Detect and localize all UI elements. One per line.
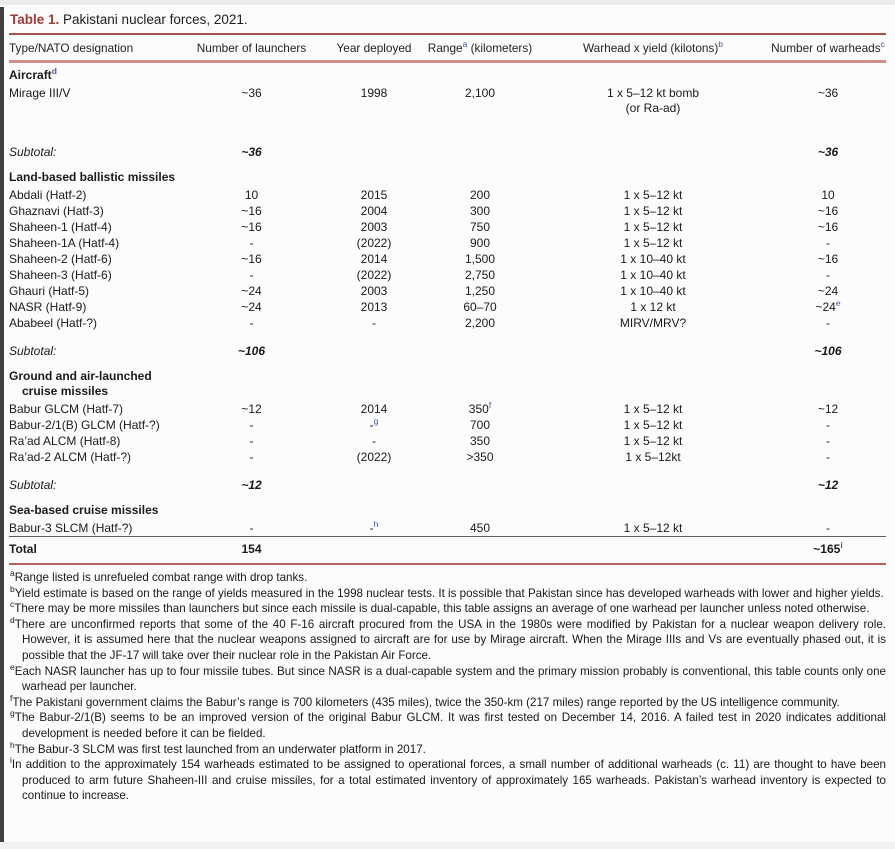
cell-designation: Ghauri (Hatf-5) [9,283,90,298]
cell-warhead-yield: 1 x 5–12 kt [623,520,683,535]
cell-range: 60–70 [463,299,497,314]
col-header-designation [9,35,179,62]
table-caption-label: Table 1. [10,12,60,27]
cell-warhead-yield: 1 x 5–12 kt bomb (or Ra-ad) [606,85,700,115]
table-row [9,520,886,537]
cell-launchers: 154 [179,537,324,564]
cell-warhead-yield: 1 x 10–40 kt [620,267,686,282]
cell-launchers: ~12 [241,478,262,492]
section-row-aircraft [9,62,886,86]
cell-launchers: - [249,235,254,250]
cell-designation: Mirage III/V [9,85,71,100]
cell-year: - [372,433,376,448]
cell-range: 2,100 [464,85,496,100]
col-header-label: Warhead x yield (kilotons) [582,41,719,55]
footnote-g: $^g$The Babur-2/1(B) seems to be an improved version of the original Babur GLCM. It was first tested on December 14, 2016. A failed test in 2020 indicates additional development is needed before it can be fielded. [10,708,886,740]
cell-launchers: - [249,417,254,432]
table-row [9,235,886,251]
cell-warhead-yield: 1 x 5–12 kt [623,187,683,202]
cell-designation: Babur-2/1(B) GLCM (Hatf-?) [9,417,160,432]
col-header-label: Range [427,41,463,55]
footnote-link-f[interactable]: f [488,399,492,410]
cell-range: 900 [469,235,491,250]
footnote-marker: h [10,739,15,750]
cell-launchers: ~12 [241,401,262,416]
cell-warheads: ~16 [817,203,839,218]
table-row [9,283,886,299]
cell-warheads: ~24e [815,297,841,314]
cell-warheads: - [826,315,830,330]
subtotal-label: Subtotal: [9,344,57,358]
table-row [9,417,886,433]
cell-designation: Abdali (Hatf-2) [9,187,87,202]
cell-warhead-yield: 1 x 5–12 kt [623,417,683,432]
table-row [9,449,886,465]
cell-launchers: - [249,449,254,464]
col-header-label: Type/NATO designation [9,41,134,55]
table-row [9,315,886,331]
cell-designation: NASR (Hatf-9) [9,299,87,314]
cell-designation: Babur GLCM (Hatf-7) [9,401,124,416]
cell-year: 2003 [360,219,388,234]
cell-launchers: - [249,315,254,330]
cell-warheads: 10 [821,187,835,202]
cell-launchers: ~36 [241,145,262,159]
cell-year: 2013 [360,299,388,314]
cell-designation: Ra’ad ALCM (Hatf-8) [9,433,121,448]
col-header-label: Number of warheads [771,41,881,55]
section-label: Ground and air-launched cruise missiles [9,369,152,398]
cell-range: 200 [469,187,491,202]
section-row-land-based [9,165,886,187]
subtotal-row [9,331,886,364]
table-row [9,299,886,315]
cell-warhead-yield: 1 x 5–12 kt [623,433,683,448]
footnote-marker: f [10,692,13,703]
nuclear-forces-table [9,35,886,565]
cell-range: 2,200 [464,315,496,330]
footnote-marker: d [10,614,15,625]
cell-launchers: 10 [244,187,259,202]
cell-warheads: - [826,417,830,432]
footnotes [9,565,886,804]
col-header-year [324,35,424,62]
cell-range: 1,500 [464,251,496,266]
cell-warhead-yield: 1 x 5–12 kt [623,219,683,234]
cell-range: 350 [469,433,491,448]
footnote-h: $^h$The Babur-3 SLCM was first test launched from an underwater platform in 2017. [10,739,426,756]
cell-warheads: ~36 [817,85,839,100]
cell-designation: Ababeel (Hatf-?) [9,315,98,330]
table-row [9,85,886,116]
footnote-marker: e [10,661,15,672]
cell-designation: Ghaznavi (Hatf-3) [9,203,104,218]
col-header-label: Number of launchers [196,41,307,55]
table-row [9,401,886,417]
cell-range: 750 [469,219,491,234]
table-caption [9,5,886,35]
cell-year: - [372,315,376,330]
cell-warheads: ~36 [817,145,839,159]
cell-launchers: ~16 [241,251,262,266]
subtotal-row [9,465,886,498]
cell-designation: Babur-3 SLCM (Hatf-?) [9,520,133,535]
cell-warheads: ~16 [817,251,839,266]
cell-year: 2015 [360,187,388,202]
cell-warhead-yield: 1 x 5–12kt [625,449,681,464]
col-header-label: (kilometers) [467,41,533,55]
footnote-a: $^a$Range listed is unrefueled combat range with drop tanks. [10,568,308,584]
cell-warheads: - [826,433,830,448]
bottom-band [0,842,895,849]
section-label: Land-based ballistic missiles [9,170,176,184]
cell-warheads: ~24 [817,283,839,298]
cell-designation: Ra’ad-2 ALCM (Hatf-?) [9,449,132,464]
footnote-link-h[interactable]: h [373,518,379,529]
subtotal-label: Subtotal: [9,478,57,492]
spacer-row [9,116,886,132]
col-header-label: Year deployed [336,41,412,55]
footnote-link-g[interactable]: g [373,415,379,426]
cell-warheads: ~165$^i$ [770,537,886,564]
footnote-marker: c [10,599,15,610]
footnote-e: $^e$Each NASR launcher has up to four missile tubes. But since NASR is a dual-capable system and the primary mission probably is conventional, this table counts only one warhead per launcher. [10,661,886,694]
cell-range: 1,250 [464,283,496,298]
cell-designation: Shaheen-1 (Hatf-4) [9,219,112,234]
cell-range: 300 [469,203,491,218]
col-header-warheads [770,35,886,62]
cell-year: (2022) [356,449,392,464]
cell-range: 2,750 [464,267,496,282]
footnote-b: $^b$Yield estimate is based on the range of yields measured in the 1998 nuclear tests. It is possible that Pakistan since has developed warheads with lower and higher yields. [10,583,884,600]
footnote-marker: i [10,755,12,766]
table-figure [9,5,886,804]
footnote-i: $^i$In addition to the approximately 154 warheads estimated to be assigned to operational forces, a small number of additional warheads (c. 11) are thought to have been produced to arm future Shaheen-III and cruise missiles, for a total estimated inventory of approximately 165 warheads. Pakistan’s warhead inventory is expected to continue to increase. [10,755,886,803]
col-header-launchers [179,35,324,62]
cell-launchers: ~16 [241,203,262,218]
footnote-d: $^d$There are unconfirmed reports that some of the 40 F-16 aircraft procured from the USA in the 1980s were modified by Pakistan for a nuclear weapon delivery role. However, it is assumed here that the nuclear weapons assigned to aircraft are for use by Mirage aircraft. When the Mirage IIIs and Vs are eventually phased out, it is possible that the JF-17 will take over their nuclear role in the Pakistan Air Force. [10,614,886,662]
cell-range: 700 [469,417,491,432]
footnote-link-a[interactable]: a [462,39,468,50]
cell-year: 2003 [360,283,388,298]
cell-designation: Shaheen-1A (Hatf-4) [9,235,120,250]
footnote-link-i[interactable]: i [840,540,843,550]
cell-warhead-yield: MIRV/MRV? [619,315,687,330]
cell-launchers: - [249,267,254,282]
section-label: Sea-based cruise missiles [9,503,159,517]
table-row [9,187,886,203]
cell-warhead-yield: 1 x 5–12 kt [623,401,683,416]
col-header-range [424,35,536,62]
cell-warheads: ~12 [817,401,839,416]
section-row-cruise-missiles [9,364,886,401]
footnote-link-c[interactable]: c [880,39,885,50]
cell-launchers: ~24 [241,299,262,314]
footnote-marker: a [10,568,15,579]
section-row-sea-based [9,498,886,520]
cell-warhead-yield: 1 x 10–40 kt [620,283,686,298]
cell-warheads: ~16 [817,219,839,234]
footnote-marker: g [10,708,15,719]
cell-range: 450 [469,520,491,535]
cell-warhead-yield: 1 x 5–12 kt [623,203,683,218]
table-row [9,219,886,235]
footnote-c: $^c$There may be more missiles than launchers but since each missile is dual-capable, this table assigns an average of one warhead per launcher unless noted otherwise. [10,599,870,616]
cell-designation: Shaheen-3 (Hatf-6) [9,267,112,282]
cell-year: -$^h$ [369,518,379,535]
footnote-link-d[interactable]: d [51,66,57,76]
cell-year: (2022) [356,235,392,250]
subtotal-row [9,132,886,165]
cell-warheads: - [826,449,830,464]
cell-range: >350 [466,449,494,464]
page-edge-bar [0,7,4,844]
header-row [9,35,886,62]
cell-launchers: - [249,520,254,535]
footnote-link-b[interactable]: b [718,39,723,50]
table-row [9,251,886,267]
cell-year: (2022) [356,267,392,282]
cell-warheads: ~106 [814,344,842,358]
total-row [9,537,886,564]
cell-warheads: ~12 [817,478,839,492]
section-label: Aircraft$^d$ [9,66,57,82]
cell-warheads: - [826,267,830,282]
cell-warhead-yield: 1 x 5–12 kt [623,235,683,250]
table-row [9,267,886,283]
cell-year: 1998 [360,85,388,100]
cell-year: 2014 [360,401,388,416]
cell-year: -$^g$ [369,415,379,432]
col-header-warhead-yield [536,35,770,62]
cell-launchers: ~16 [241,219,262,234]
cell-launchers: ~24 [241,283,262,298]
cell-warheads: - [826,235,830,250]
cell-launchers: ~106 [237,344,266,358]
table-row [9,433,886,449]
cell-warhead-yield: 1 x 10–40 kt [620,251,686,266]
cell-range: 350$^f$ [468,399,492,416]
table-row [9,203,886,219]
cell-launchers: - [249,433,254,448]
cell-warheads: - [826,520,830,535]
footnote-marker: b [10,583,15,594]
cell-designation: Shaheen-2 (Hatf-6) [9,251,112,266]
cell-warhead-yield: 1 x 12 kt [630,299,676,314]
footnote-link-e[interactable]: e [835,297,841,308]
cell-year: 2014 [360,251,388,266]
total-label: Total [9,537,179,564]
cell-year: 2004 [360,203,388,218]
table-caption-text: Pakistani nuclear forces, 2021. [59,12,248,27]
cell-launchers: ~36 [241,85,262,100]
footnote-f: $^f$The Pakistani government claims the Babur’s range is 700 kilometers (435 miles), twice the 350-km (217 miles) range reported by the US intelligence community. [10,692,840,709]
subtotal-label: Subtotal: [9,145,57,159]
